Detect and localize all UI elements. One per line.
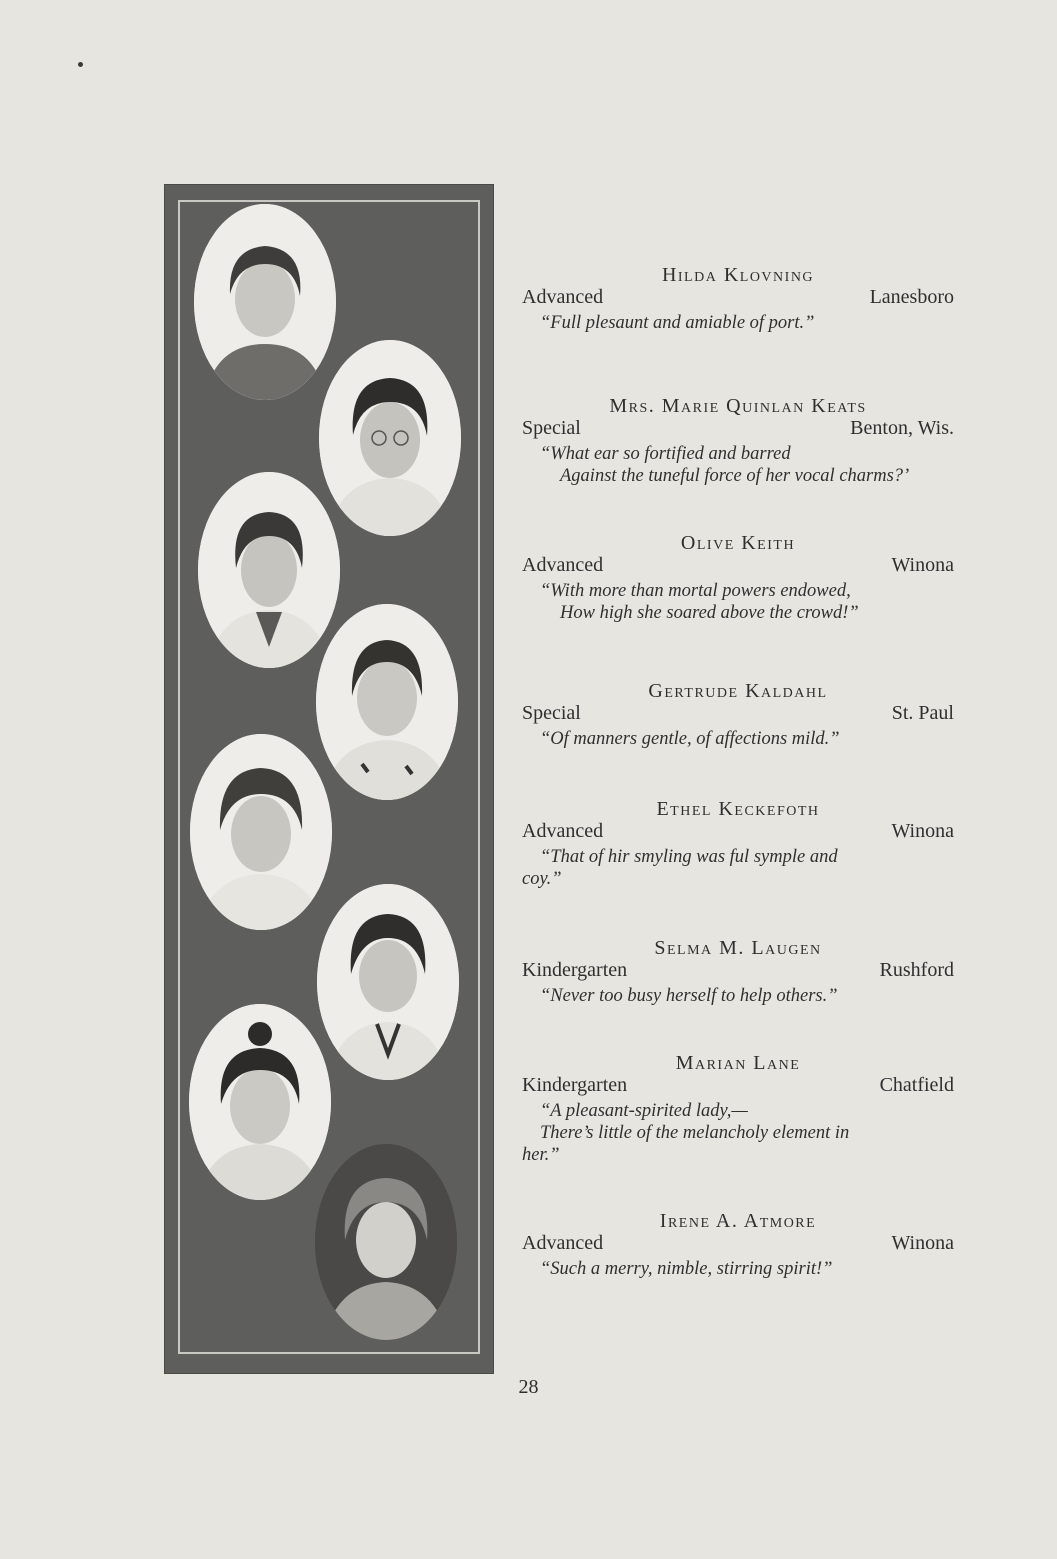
portrait-photo-3 (198, 472, 340, 668)
quote-line: her.” (522, 1145, 560, 1165)
student-entry (522, 264, 954, 334)
portrait-photo-5 (190, 734, 332, 930)
course-town-row (522, 1232, 954, 1254)
quote-line: “That of hir smyling was ful symple and (540, 847, 838, 867)
portrait-panel (164, 184, 494, 1374)
quote-line: How high she soared above the crowd!” (560, 603, 859, 623)
quote-line: “What ear so fortified and barred (540, 444, 791, 464)
course-town-row (522, 820, 954, 842)
student-name: Irene A. Atmore (659, 1210, 817, 1232)
portrait-photo-6 (317, 884, 459, 1080)
hometown: Chatfield (879, 1074, 954, 1096)
course: Advanced (522, 1232, 604, 1254)
quote-line: coy.” (522, 869, 562, 889)
student-entry (522, 937, 954, 1007)
course-town-row (522, 554, 954, 576)
course: Kindergarten (522, 959, 628, 981)
hometown: Rushford (879, 959, 954, 981)
quote-line: “Never too busy herself to help others.” (540, 986, 838, 1006)
quote (522, 1258, 954, 1280)
portrait-photo-2 (319, 340, 461, 536)
quote (522, 1100, 954, 1166)
quote (522, 443, 954, 487)
course-town-row (522, 1074, 954, 1096)
page-number: 28 (518, 1376, 539, 1398)
course: Advanced (522, 554, 604, 576)
student-name: Olive Keith (680, 532, 796, 554)
hometown: St. Paul (891, 702, 954, 724)
portrait-photo-1 (194, 204, 336, 400)
course-town-row (522, 959, 954, 981)
quote-line: “Such a merry, nimble, stirring spirit!” (540, 1259, 833, 1279)
student-name: Ethel Keckefoth (656, 798, 820, 820)
student-name: Gertrude Kaldahl (648, 680, 828, 702)
portrait-photo-8 (315, 1144, 457, 1340)
student-entry (522, 532, 954, 624)
course: Special (522, 702, 581, 724)
hometown: Benton, Wis. (850, 417, 954, 439)
course: Advanced (522, 286, 604, 308)
quote (522, 985, 954, 1007)
student-entry (522, 798, 954, 890)
ink-speck (78, 62, 83, 67)
course: Advanced (522, 820, 604, 842)
course-town-row (522, 417, 954, 439)
quote (522, 728, 954, 750)
hometown: Lanesboro (869, 286, 954, 308)
quote (522, 846, 954, 890)
quote-line: There’s little of the melancholy element in (540, 1123, 850, 1143)
course: Special (522, 417, 581, 439)
student-entry (522, 680, 954, 750)
quote-line: “Full plesaunt and amiable of port.” (540, 313, 815, 333)
quote-line: Against the tuneful force of her vocal charms?’ (560, 466, 910, 486)
student-name: Selma M. Laugen (654, 937, 822, 959)
student-entry (522, 1052, 954, 1166)
student-name: Mrs. Marie Quinlan Keats (609, 395, 867, 417)
quote-line: “Of manners gentle, of affections mild.” (540, 729, 840, 749)
student-name: Hilda Klovning (661, 264, 815, 286)
student-entry (522, 395, 954, 487)
hometown: Winona (891, 1232, 954, 1254)
portrait-photo-4 (316, 604, 458, 800)
quote-line: “With more than mortal powers endowed, (540, 581, 851, 601)
course: Kindergarten (522, 1074, 628, 1096)
hometown: Winona (891, 820, 954, 842)
hometown: Winona (891, 554, 954, 576)
portrait-photo-7 (189, 1004, 331, 1200)
quote-line: “A pleasant-spirited lady,— (540, 1101, 748, 1121)
student-entry (522, 1210, 954, 1280)
quote (522, 312, 954, 334)
quote (522, 580, 954, 624)
course-town-row (522, 286, 954, 308)
course-town-row (522, 702, 954, 724)
student-name: Marian Lane (675, 1052, 801, 1074)
